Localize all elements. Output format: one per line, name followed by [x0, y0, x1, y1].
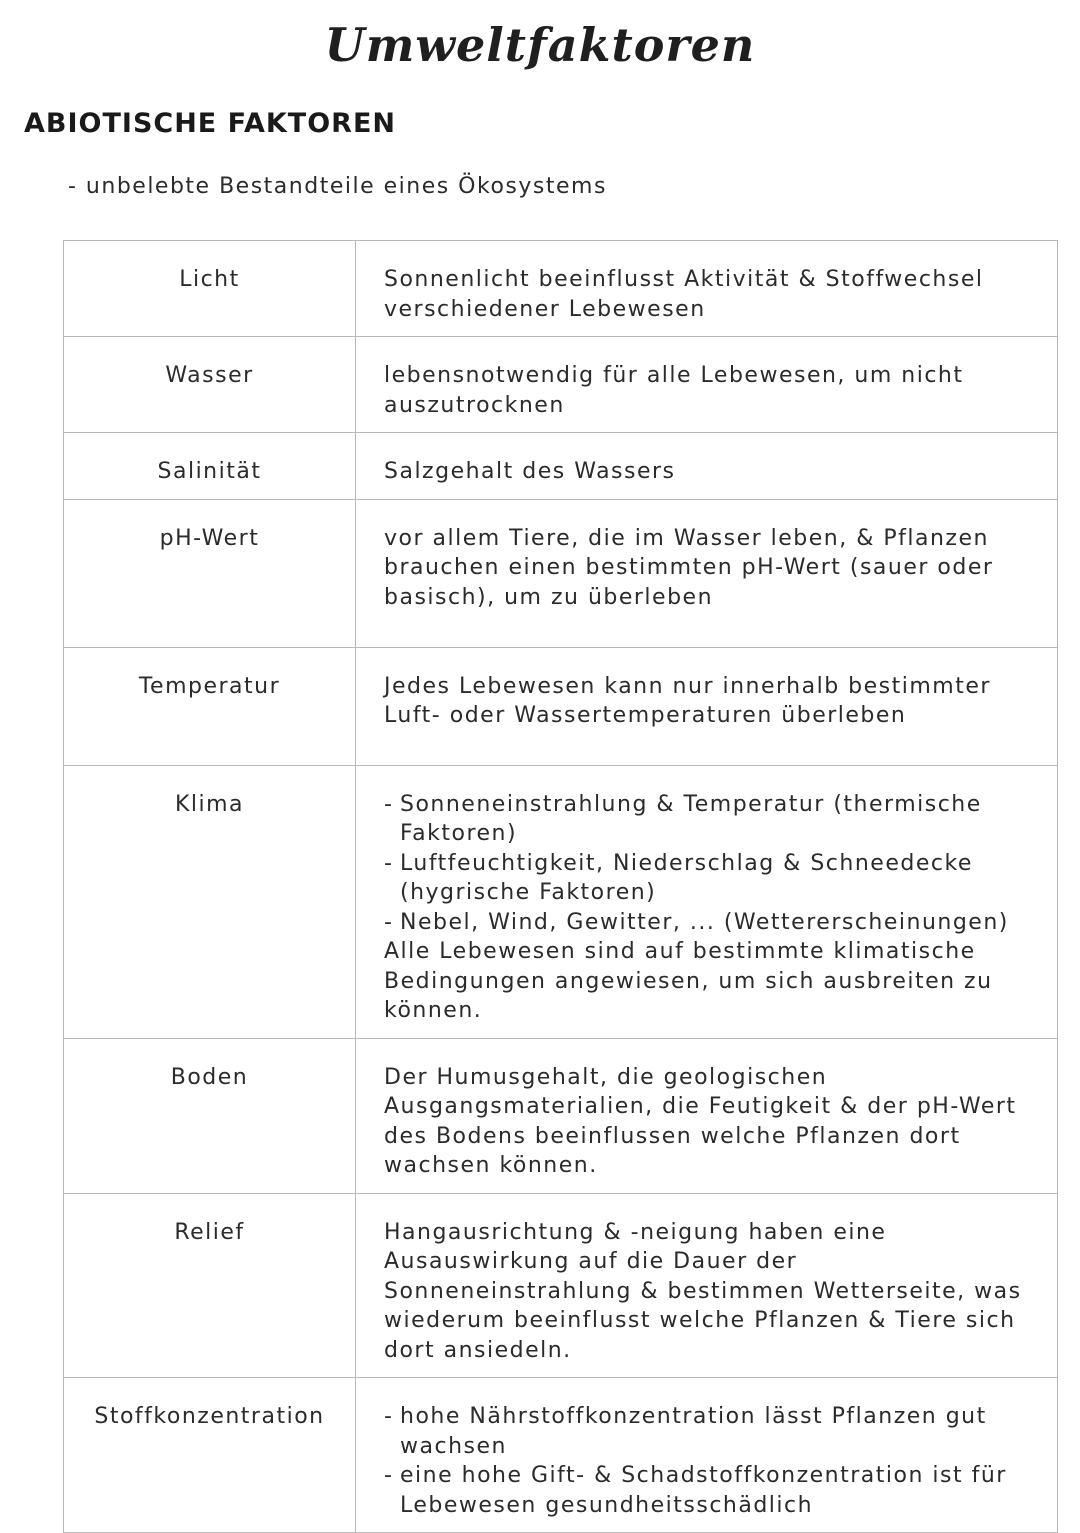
factor-description: Der Humusgehalt, die geologischen Ausgangsmaterialien, die Feutigkeit & der pH-Wert des Bodens beeinflussen welche Pflanzen dort wachsen können. — [356, 1038, 1058, 1193]
list-item: - Luftfeuchtigkeit, Niederschlag & Schneedecke (hygrische Faktoren) — [384, 849, 1047, 908]
factor-name: Licht — [64, 241, 356, 337]
table-row — [64, 765, 1058, 1038]
table-row — [64, 1378, 1058, 1533]
list-item: - Nebel, Wind, Gewitter, ... (Wettererscheinungen) — [384, 908, 1047, 938]
table-row — [64, 647, 1058, 765]
section-subline: - unbelebte Bestandteile eines Ökosystems — [68, 174, 607, 199]
table-row — [64, 1193, 1058, 1378]
factor-description: Sonnenlicht beeinflusst Aktivität & Stoffwechsel verschiedener Lebewesen — [356, 241, 1058, 337]
factor-description: Jedes Lebewesen kann nur innerhalb bestimmter Luft- oder Wassertemperaturen überleben — [356, 647, 1058, 765]
table-row — [64, 1038, 1058, 1193]
table-row — [64, 433, 1058, 500]
title-wrap — [0, 18, 1080, 72]
factor-note: Alle Lebewesen sind auf bestimmte klimatische Bedingungen angewiesen, um sich ausbreiten zu können. — [384, 939, 993, 1023]
factor-description: Hangausrichtung & -neigung haben eine Ausauswirkung auf die Dauer der Sonneneinstrahlung & bestimmen Wetterseite, was wiederum beeinflusst welche Pflanzen & Tiere sich dort ansiedeln. — [356, 1193, 1058, 1378]
table-row — [64, 337, 1058, 433]
list-item: - eine hohe Gift- & Schadstoffkonzentration ist für Lebewesen gesundheitsschädlich — [384, 1461, 1047, 1520]
bullet-list — [384, 790, 1047, 938]
factor-name: Stoffkonzentration — [64, 1378, 356, 1533]
factor-description — [356, 765, 1058, 1038]
factor-name: Temperatur — [64, 647, 356, 765]
factor-name: Wasser — [64, 337, 356, 433]
factor-description: vor allem Tiere, die im Wasser leben, & Pflanzen brauchen einen bestimmten pH-Wert (sauer oder basisch), um zu überleben — [356, 499, 1058, 647]
list-item: - hohe Nährstoffkonzentration lässt Pflanzen gut wachsen — [384, 1402, 1047, 1461]
factor-name: Boden — [64, 1038, 356, 1193]
factor-description: Salzgehalt des Wassers — [356, 433, 1058, 500]
list-item: - Sonneneinstrahlung & Temperatur (thermische Faktoren) — [384, 790, 1047, 849]
factor-description: lebensnotwendig für alle Lebewesen, um nicht auszutrocknen — [356, 337, 1058, 433]
factor-name: Relief — [64, 1193, 356, 1378]
page-title: Umweltfaktoren — [311, 18, 770, 72]
factor-name: Klima — [64, 765, 356, 1038]
factor-name: pH-Wert — [64, 499, 356, 647]
factor-name: Salinität — [64, 433, 356, 500]
table-row — [64, 241, 1058, 337]
factor-description — [356, 1378, 1058, 1533]
section-heading: ABIOTISCHE FAKTOREN — [24, 108, 397, 139]
factors-table — [63, 240, 1058, 1533]
table-row — [64, 499, 1058, 647]
bullet-list — [384, 1402, 1047, 1520]
